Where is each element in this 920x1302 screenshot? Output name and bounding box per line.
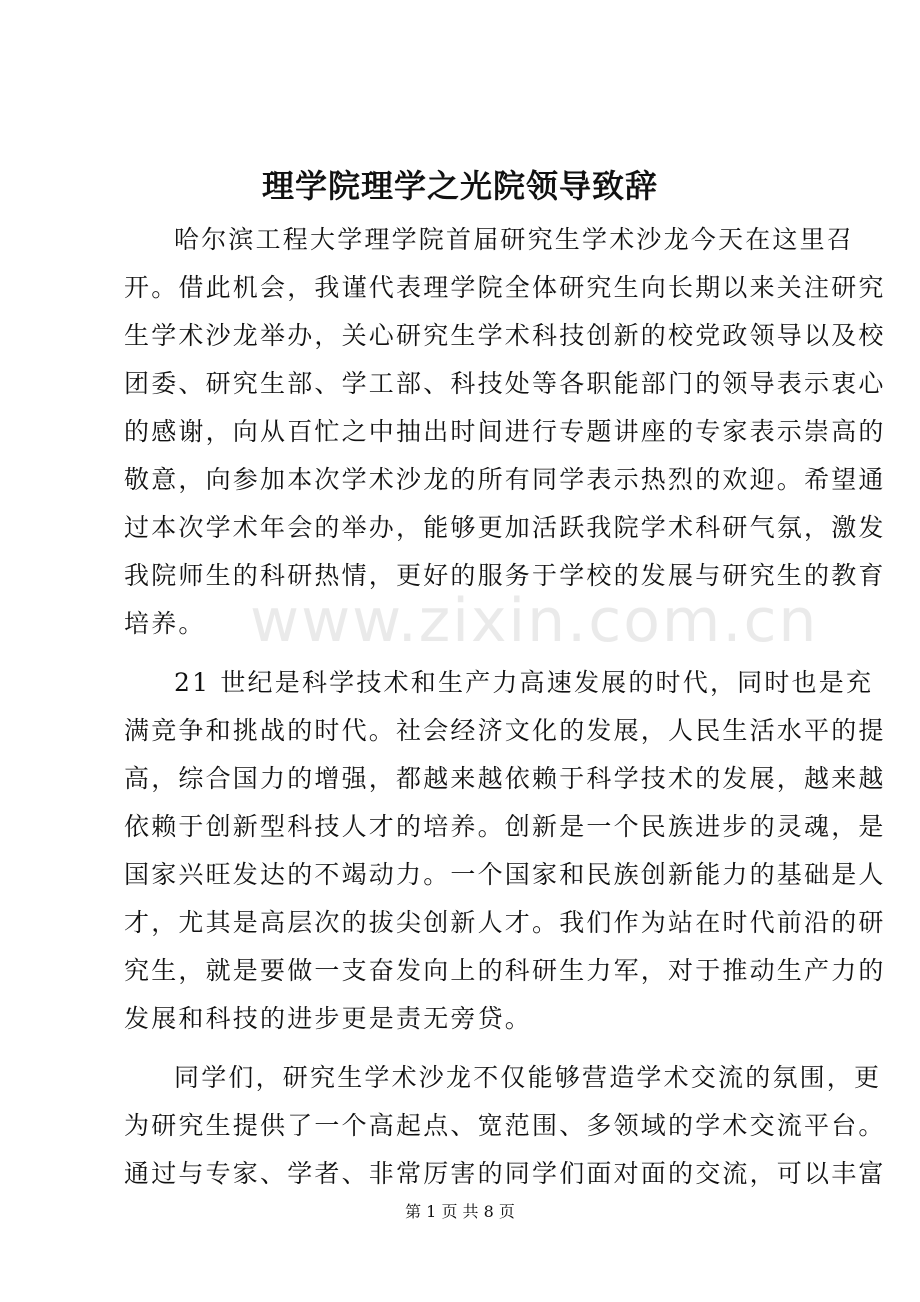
text-line: 的感谢，向从百忙之中抽出时间进行专题讲座的专家表示崇高的: [124, 417, 886, 446]
text-line: 生学术沙龙举办，关心研究生学术科技创新的校党政领导以及校: [124, 321, 886, 350]
text-line: 国家兴旺发达的不竭动力。一个国家和民族创新能力的基础是人: [124, 860, 886, 889]
document-body: [124, 216, 886, 1209]
text-line: 敬意，向参加本次学术沙龙的所有同学表示热烈的欢迎。希望通: [124, 465, 886, 494]
text-line: 发展和科技的进步更是责无旁贷。: [124, 1004, 533, 1033]
text-line: 为研究生提供了一个高起点、宽范围、多领域的学术交流平台。: [124, 1111, 886, 1140]
text-line: 过本次学术年会的举办，能够更加活跃我院学术科研气氛，激发: [124, 513, 886, 542]
text-line: 培养。: [124, 609, 206, 638]
page-footer: 第 1 页 共 8 页: [405, 1202, 515, 1221]
text-line: 通过与专家、学者、非常厉害的同学们面对面的交流，可以丰富: [124, 1159, 886, 1188]
text-line: 才，尤其是高层次的拔尖创新人才。我们作为站在时代前沿的研: [124, 908, 886, 937]
paragraph-1: [124, 216, 886, 648]
watermark: www.zixin.com.cn: [250, 586, 819, 656]
text-line: 开。借此机会，我谨代表理学院全体研究生向长期以来关注研究: [124, 273, 886, 302]
paragraph-2: [124, 659, 886, 1043]
text-line: 高，综合国力的增强，都越来越依赖于科学技术的发展，越来越: [124, 764, 886, 793]
text-line: 我院师生的科研热情，更好的服务于学校的发展与研究生的教育: [124, 561, 886, 590]
paragraph-3: [124, 1054, 886, 1198]
text-line: 满竞争和挑战的时代。社会经济文化的发展，人民生活水平的提: [124, 716, 886, 745]
text-line: 同学们，研究生学术沙龙不仅能够营造学术交流的氛围，更: [174, 1063, 882, 1092]
text-line: 究生，就是要做一支奋发向上的科研生力军，对于推动生产力的: [124, 956, 886, 985]
text-line: 依赖于创新型科技人才的培养。创新是一个民族进步的灵魂，是: [124, 812, 886, 841]
text-line: 团委、研究生部、学工部、科技处等各职能部门的领导表示衷心: [124, 369, 886, 398]
text-line: 哈尔滨工程大学理学院首届研究生学术沙龙今天在这里召: [174, 225, 855, 254]
text-line: 21 世纪是科学技术和生产力高速发展的时代，同时也是充: [174, 668, 874, 697]
page-title: 理学院理学之光院领导致辞: [261, 167, 658, 205]
